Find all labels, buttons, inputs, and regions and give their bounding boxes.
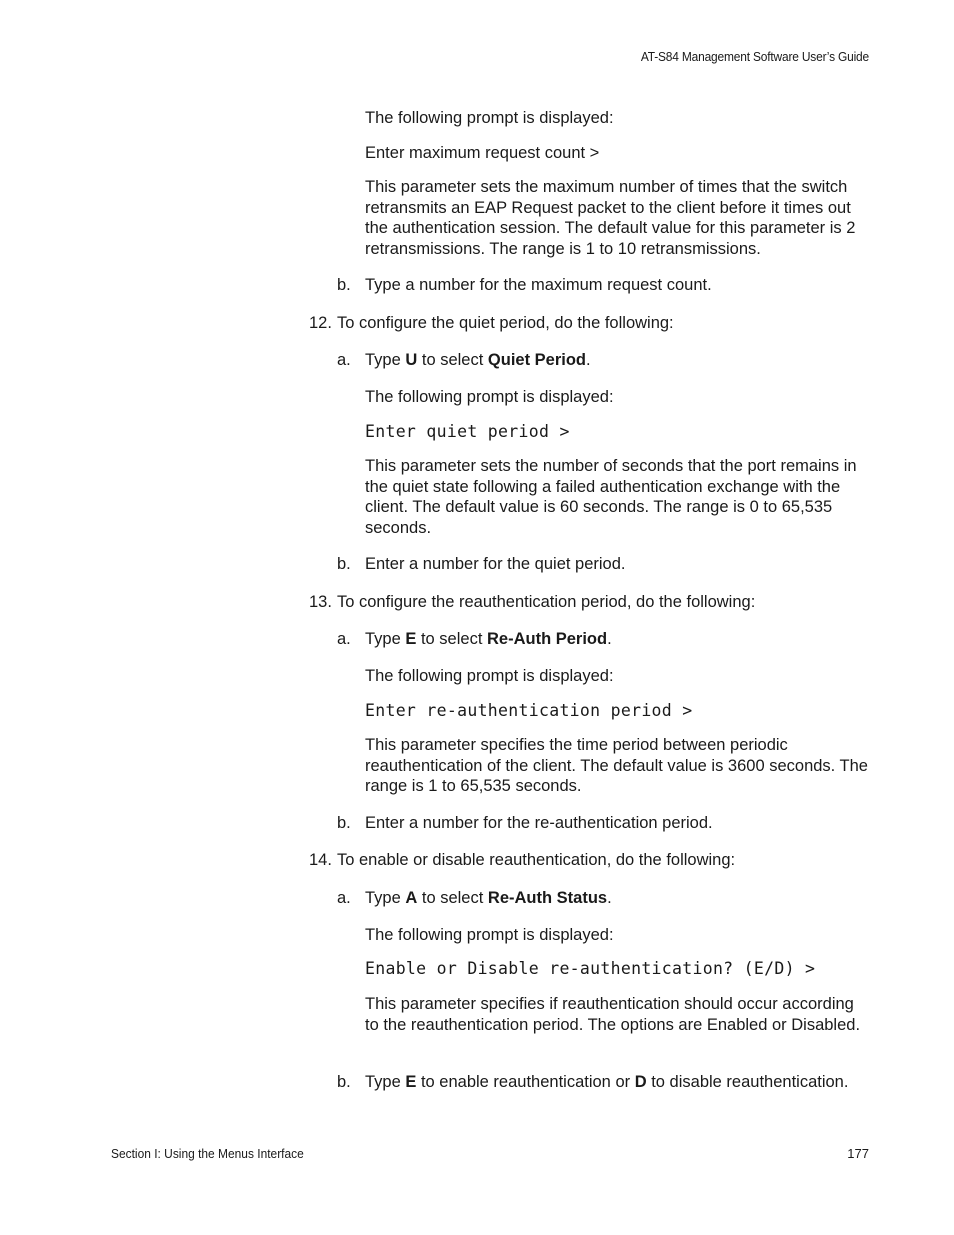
step-13a: a. Type E to select Re-Auth Period.: [337, 630, 612, 648]
code-prompt: Enter quiet period >: [365, 422, 570, 441]
key-letter: D: [634, 1073, 647, 1091]
list-marker: b.: [337, 555, 351, 573]
prompt-label: The following prompt is displayed:: [365, 667, 614, 685]
step-text: To configure the reauthentication period, do the following:: [337, 593, 756, 611]
key-letter: E: [405, 630, 417, 648]
step-12a: a. Type U to select Quiet Period.: [337, 351, 591, 369]
list-marker: b.: [337, 276, 351, 294]
prompt-label: The following prompt is displayed:: [365, 388, 614, 406]
reauth-status-description: This parameter specifies if reauthentication should occur according to the reauthentication period. The options are Enabled or Disabled.: [365, 995, 861, 1034]
step-11b: [337, 275, 712, 296]
reauth-period-description: This parameter specifies the time period between periodic reauthentication of the client. The default value is 3600 seconds. The range is 1 to 65,535 seconds.: [365, 736, 868, 795]
list-marker: 13.: [309, 593, 332, 611]
step-12: [309, 313, 674, 334]
step-14a: a. Type A to select Re-Auth Status.: [337, 889, 612, 907]
step-text: To enable or disable reauthentication, do the following:: [337, 851, 736, 869]
list-marker: a.: [337, 630, 351, 648]
list-marker: b.: [337, 1073, 351, 1091]
step-13: [309, 592, 755, 613]
menu-option-name: Re-Auth Period: [487, 630, 608, 648]
prompt-label: The following prompt is displayed:: [365, 109, 614, 127]
prompt-label: The following prompt is displayed:: [365, 926, 614, 944]
page-number: 177: [847, 1146, 869, 1161]
running-footer-section: Section I: Using the Menus Interface: [111, 1146, 304, 1161]
step-14b: b. Type E to enable reauthentication or D to disable reauthentication.: [337, 1073, 849, 1091]
step-13b: [337, 813, 713, 834]
menu-option-name: Quiet Period: [487, 351, 587, 369]
step-12b: [337, 554, 626, 575]
step-text: Enter a number for the re-authentication period.: [365, 814, 713, 832]
code-prompt: Enable or Disable re-authentication? (E/D) >: [365, 959, 816, 978]
list-marker: a.: [337, 889, 351, 907]
quiet-period-description: This parameter sets the number of seconds that the port remains in the quiet state following a failed authentication exchange with the client. The default value is 60 seconds. The range is 0 to 65,535 seconds.: [365, 457, 857, 537]
key-letter: U: [405, 351, 418, 369]
step-text: Enter a number for the quiet period.: [365, 555, 626, 573]
step-14: [309, 850, 735, 871]
list-marker: b.: [337, 814, 351, 832]
list-marker: 14.: [309, 851, 332, 869]
max-request-description: This parameter sets the maximum number of times that the switch retransmits an EAP Request packet to the client before it times out the authentication session. The default value for this parameter is 2 retransmissions. The range is 1 to 10 retransmissions.: [365, 178, 856, 258]
step-text: Type a number for the maximum request count.: [365, 276, 712, 294]
running-header: AT-S84 Management Software User’s Guide: [640, 49, 869, 64]
key-letter: E: [405, 1073, 417, 1091]
key-letter: A: [405, 889, 418, 907]
step-text: To configure the quiet period, do the following:: [337, 314, 674, 332]
list-marker: a.: [337, 351, 351, 369]
code-prompt: Enter re-authentication period >: [365, 701, 693, 720]
list-marker: 12.: [309, 314, 332, 332]
menu-option-name: Re-Auth Status: [487, 889, 608, 907]
max-request-prompt-text: Enter maximum request count >: [365, 144, 600, 162]
